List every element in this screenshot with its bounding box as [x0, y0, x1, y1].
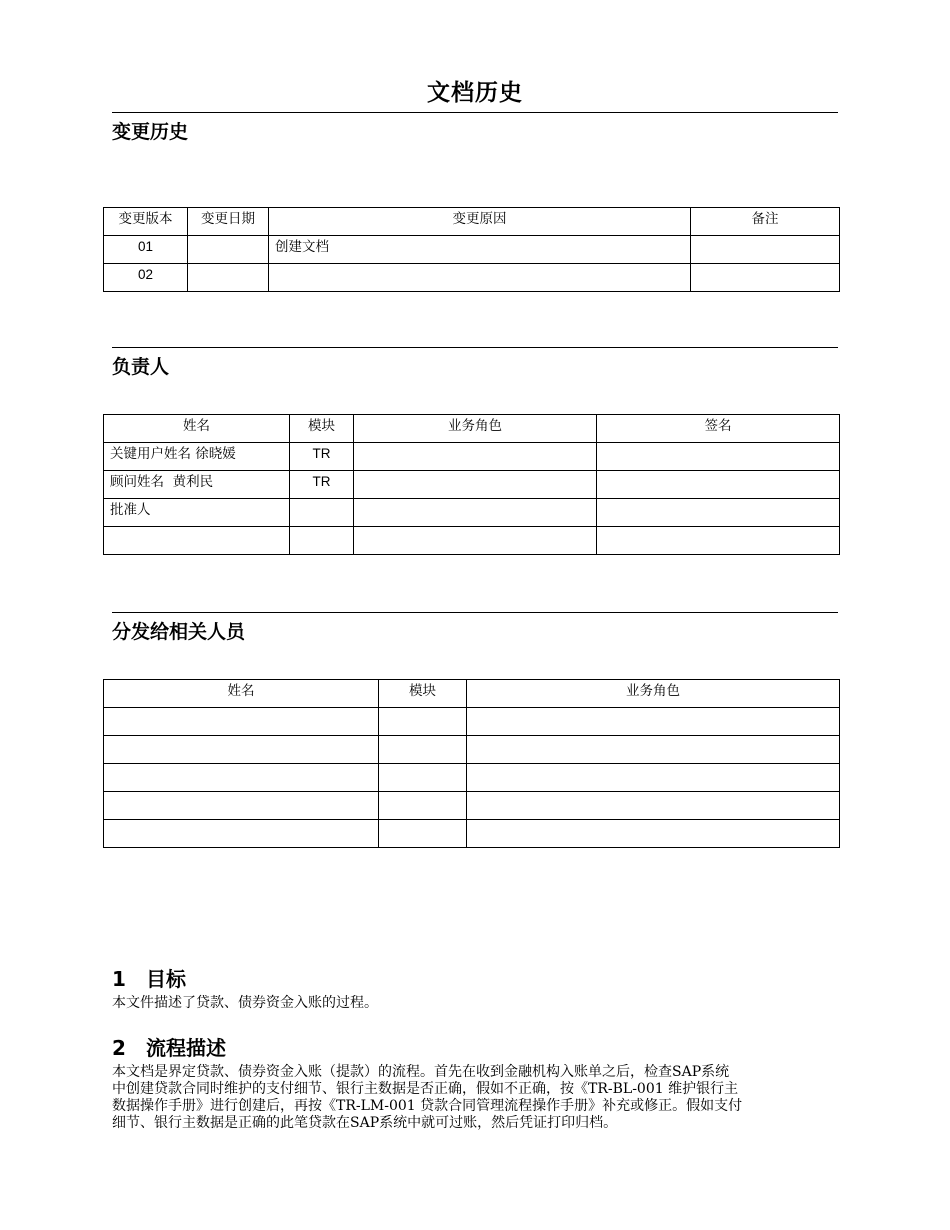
name-cell: 批准人 [104, 499, 290, 527]
remark-cell [691, 264, 840, 292]
distribution-rule [112, 612, 838, 613]
module-cell [290, 499, 354, 527]
column-header: 业务角色 [354, 415, 597, 443]
table-header-row [104, 680, 840, 708]
distribution-heading: 分发给相关人员 [112, 621, 246, 643]
module-cell [379, 736, 467, 764]
table-row [104, 764, 840, 792]
table-row [104, 499, 840, 527]
column-header: 业务角色 [467, 680, 840, 708]
column-header: 变更日期 [188, 208, 269, 236]
paragraph-line: 中创建贷款合同时维护的支付细节、银行主数据是否正确，假如不正确，按《TR-BL-001 维护银行主 [112, 1081, 739, 1097]
remark-cell [691, 236, 840, 264]
section-1-heading [112, 963, 186, 992]
column-header: 模块 [379, 680, 467, 708]
date-cell [188, 264, 269, 292]
table-row [104, 820, 840, 848]
name-cell [104, 792, 379, 820]
table-row [104, 527, 840, 555]
module-cell [379, 820, 467, 848]
name-cell [104, 736, 379, 764]
role-cell [354, 471, 597, 499]
version-cell: 02 [104, 264, 188, 292]
responsible-heading: 负责人 [112, 356, 170, 378]
role-cell [354, 499, 597, 527]
change-history-table [103, 207, 840, 292]
name-cell [104, 820, 379, 848]
module-cell: TR [290, 443, 354, 471]
responsible-table [103, 414, 840, 555]
role-cell [354, 443, 597, 471]
role-cell [467, 708, 840, 736]
reason-cell [269, 264, 691, 292]
name-cell [104, 764, 379, 792]
signature-cell [597, 499, 840, 527]
signature-cell [597, 471, 840, 499]
distribution-table [103, 679, 840, 848]
table-row [104, 236, 840, 264]
module-cell: TR [290, 471, 354, 499]
role-cell [467, 792, 840, 820]
role-cell [354, 527, 597, 555]
name-cell: 顾问姓名 黄利民 [104, 471, 290, 499]
table-header-row [104, 208, 840, 236]
table-row [104, 736, 840, 764]
table-row [104, 708, 840, 736]
column-header: 变更版本 [104, 208, 188, 236]
table-row [104, 792, 840, 820]
module-cell [290, 527, 354, 555]
name-cell: 关键用户姓名 徐晓媛 [104, 443, 290, 471]
column-header: 姓名 [104, 415, 290, 443]
section-2-heading [112, 1032, 226, 1061]
name-cell [104, 527, 290, 555]
signature-cell [597, 527, 840, 555]
role-cell [467, 764, 840, 792]
version-cell: 01 [104, 236, 188, 264]
table-row [104, 443, 840, 471]
section-1-body: 本文件描述了贷款、债券资金入账的过程。 [112, 995, 378, 1011]
section-title: 流程描述 [146, 1036, 226, 1060]
role-cell [467, 820, 840, 848]
section-number: 1 [112, 967, 126, 991]
paragraph-line: 本文档是界定贷款、债券资金入账（提款）的流程。首先在收到金融机构入账单之后，检查SAP系统 [112, 1064, 730, 1080]
document-title: 文档历史 [427, 80, 523, 106]
title-rule [112, 112, 838, 113]
section-number: 2 [112, 1036, 126, 1060]
column-header: 签名 [597, 415, 840, 443]
paragraph-line: 数据操作手册》进行创建后，再按《TR-LM-001 贷款合同管理流程操作手册》补充或修正。假如支付 [112, 1098, 743, 1114]
table-header-row [104, 415, 840, 443]
module-cell [379, 792, 467, 820]
reason-cell: 创建文档 [269, 236, 691, 264]
table-row [104, 264, 840, 292]
column-header: 姓名 [104, 680, 379, 708]
section-title: 目标 [146, 967, 186, 991]
paragraph-line: 细节、银行主数据是正确的此笔贷款在SAP系统中就可过账，然后凭证打印归档。 [112, 1115, 618, 1131]
date-cell [188, 236, 269, 264]
module-cell [379, 708, 467, 736]
signature-cell [597, 443, 840, 471]
column-header: 备注 [691, 208, 840, 236]
section-2-body [112, 1064, 834, 1132]
name-cell [104, 708, 379, 736]
module-cell [379, 764, 467, 792]
responsible-rule [112, 347, 838, 348]
column-header: 模块 [290, 415, 354, 443]
role-cell [467, 736, 840, 764]
column-header: 变更原因 [269, 208, 691, 236]
table-row [104, 471, 840, 499]
change-history-heading: 变更历史 [112, 121, 189, 143]
